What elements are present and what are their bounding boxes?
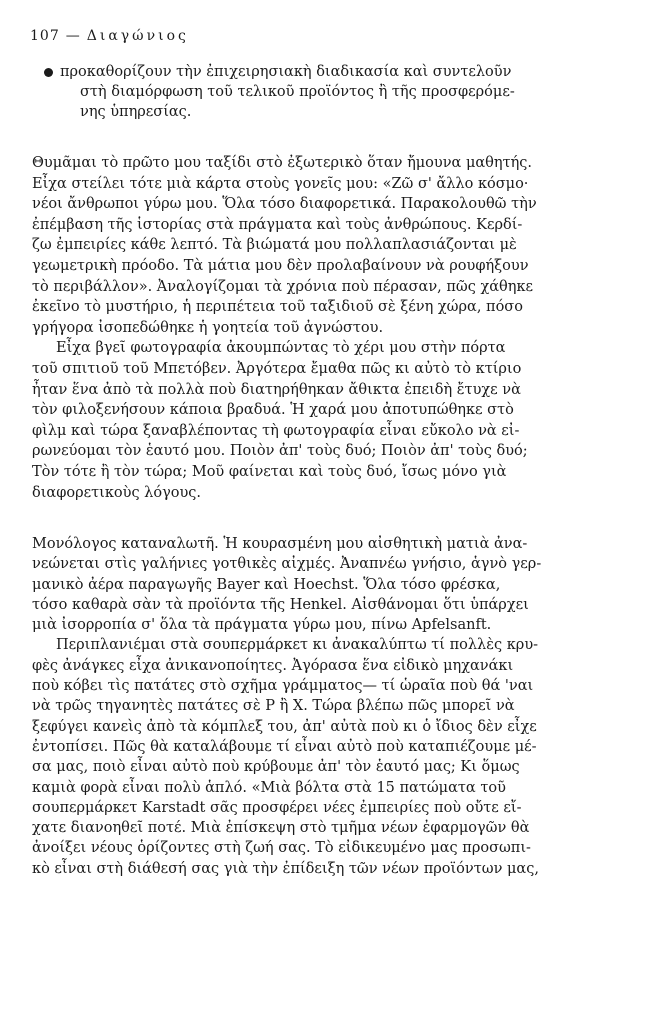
text-line: ποὺ κόβει τὶς πατάτες στὸ σχῆμα γράμματος— τί ὡραῖα ποὺ θά 'ναι	[32, 678, 534, 695]
bullet-line: νης ὑπηρεσίας.	[80, 104, 192, 120]
text-line: ἦταν ἕνα ἀπὸ τὰ πολλὰ ποὺ διατηρήθηκαν ἄθικτα ἐπειδὴ ἔτυχε νὰ	[32, 381, 521, 398]
running-title: Διαγώνιος	[86, 28, 189, 44]
text-line: ξεφύγει κανεὶς ἀπὸ τὰ κόμπλεξ του, ἀπ' αὐτὰ ποὺ κι ὁ ἴδιος δὲν εἶχε	[32, 718, 537, 735]
text-line: ἐκεῖνο τὸ μυστήριο, ἡ περιπέτεια τοῦ ταξιδιοῦ σὲ ξένη χώρα, πόσο	[32, 299, 523, 316]
text-line: νεώνεται στὶς γαλήνιες γοτθικὲς αἰχμές. Ἀναπνέω γνήσιο, ἁγνὸ γερ-	[32, 556, 542, 573]
text-line: σουπερμάρκετ Karstadt σᾶς προσφέρει νέες ἐμπειρίες ποὺ οὔτε εἴ-	[32, 799, 522, 816]
text-line: ρωνεύομαι τὸν ἑαυτό μου. Ποιὸν ἀπ' τοὺς δυό; Ποιὸν ἀπ' τοὺς δυό;	[32, 443, 528, 460]
text-line: μανικὸ ἀέρα παραγωγῆς Bayer καὶ Hoechst. Ὅλα τόσο φρέσκα,	[32, 576, 501, 593]
text-line: διαφορετικοὺς λόγους.	[32, 484, 202, 501]
text-line: κὸ εἶναι στὴ διάθεσή σας γιὰ τὴν ἐπίδειξη τῶν νέων προϊόντων μας,	[32, 860, 539, 877]
text-section-consumer	[32, 534, 572, 879]
bullet-item	[60, 62, 570, 122]
text-line: τὸ περιβάλλον». Ἀναλογίζομαι τὰ χρόνια ποὺ πέρασαν, πῶς χάθηκε	[32, 278, 534, 295]
text-line: Εἶχα βγεῖ φωτογραφία ἀκουμπώντας τὸ χέρι μου στὴν πόρτα	[56, 340, 506, 357]
text-line: τόσο καθαρὰ σὰν τὰ προϊόντα τῆς Henkel. Αἰσθάνομαι ὅτι ὑπάρχει	[32, 596, 529, 613]
running-header	[30, 28, 189, 44]
header-separator: —	[65, 28, 81, 44]
text-line: φὲς ἀνάγκες εἶχα ἀνικανοποίητες. Ἀγόρασα ἕνα εἰδικὸ μηχανάκι	[32, 657, 514, 674]
bullet-line: προκαθορίζουν τὴν ἐπιχειρησιακὴ διαδικασία καὶ συντελοῦν	[60, 64, 512, 80]
text-line: μιὰ ἰσορροπία σ' ὅλα τὰ πράγματα γύρω μου, πίνω Apfelsanft.	[32, 617, 492, 634]
text-line: ἀνοίξει νέους ὁρίζοντες στὴ ζωή σας. Τὸ εἰδικευμένο μας προσωπι-	[32, 840, 531, 857]
text-line: ἐντοπίσει. Πῶς θὰ καταλάβουμε τί εἶναι αὐτὸ ποὺ καταπιέζουμε μέ-	[32, 738, 537, 755]
text-line: καμιὰ φορὰ εἶναι πολὺ ἁπλό. «Μιὰ βόλτα στὰ 15 πατώματα τοῦ	[32, 779, 506, 796]
bullet-dot-icon	[44, 68, 53, 77]
text-line: Θυμᾶμαι τὸ πρῶτο μου ταξίδι στὸ ἐξωτερικὸ ὅταν ἤμουνα μαθητής.	[32, 155, 533, 171]
text-line: γρήγορα ἰσοπεδώθηκε ἡ γοητεία τοῦ ἀγνώστου.	[32, 319, 384, 336]
text-line: Περιπλανιέμαι στὰ σουπερμάρκετ κι ἀνακαλύπτω τί πολλὲς κρυ-	[56, 637, 539, 654]
bullet-line: στὴ διαμόρφωση τοῦ τελικοῦ προϊόντος ἢ τῆς προσφερόμε-	[80, 84, 515, 100]
text-line: Τὸν τότε ἢ τὸν τώρα; Μοῦ φαίνεται καὶ τοὺς δυό, ἴσως μόνο γιὰ	[32, 463, 507, 480]
text-line: νὰ τρῶς τηγανητὲς πατάτες σὲ Ρ ἢ Χ. Τώρα βλέπω πῶς μπορεῖ νὰ	[32, 698, 515, 715]
text-line: νέοι ἄνθρωποι γύρω μου. Ὅλα τόσο διαφορετικά. Παρακολουθῶ τὴν	[32, 196, 537, 213]
text-line: χατε διανοηθεῖ ποτέ. Μιὰ ἐπίσκεψη στὸ τμῆμα νέων ἐφαρμογῶν θὰ	[32, 820, 530, 837]
text-section-travel	[32, 153, 572, 503]
text-line: τοῦ σπιτιοῦ τοῦ Μπετόβεν. Ἀργότερα ἔμαθα πῶς κι αὐτὸ τὸ κτίριο	[32, 360, 522, 377]
text-line: ἐπέμβαση τῆς ἱστορίας στὰ πράγματα καὶ τοὺς ἀνθρώπους. Κερδί-	[32, 216, 523, 233]
text-line: ζω ἐμπειρίες κάθε λεπτό. Τὰ βιώματά μου πολλαπλασιάζονται μὲ	[32, 237, 517, 254]
page-number: 107	[30, 28, 60, 44]
text-line: Μονόλογος καταναλωτῆ. Ἡ κουρασμένη μου αἰσθητικὴ ματιὰ ἀνα-	[32, 536, 528, 552]
text-line: τὸν φιλοξενήσουν κάποια βραδυά. Ἡ χαρά μου ἀποτυπώθηκε στὸ	[32, 402, 514, 419]
text-line: Εἶχα στείλει τότε μιὰ κάρτα στοὺς γονεῖς μου: «Ζῶ σ' ἄλλο κόσμο·	[32, 175, 529, 192]
text-line: γεωμετρικὴ πρόοδο. Τὰ μάτια μου δὲν προλαβαίνουν νὰ ρουφήξουν	[32, 257, 529, 274]
text-line: σα μας, ποιὸ εἶναι αὐτὸ ποὺ κρύβουμε ἀπ' τὸν ἑαυτό μας; Κι ὅμως	[32, 759, 520, 776]
text-line: φὶλμ καὶ τώρα ξαναβλέποντας τὴ φωτογραφία εἶναι εὔκολο νὰ εἰ-	[32, 422, 520, 439]
